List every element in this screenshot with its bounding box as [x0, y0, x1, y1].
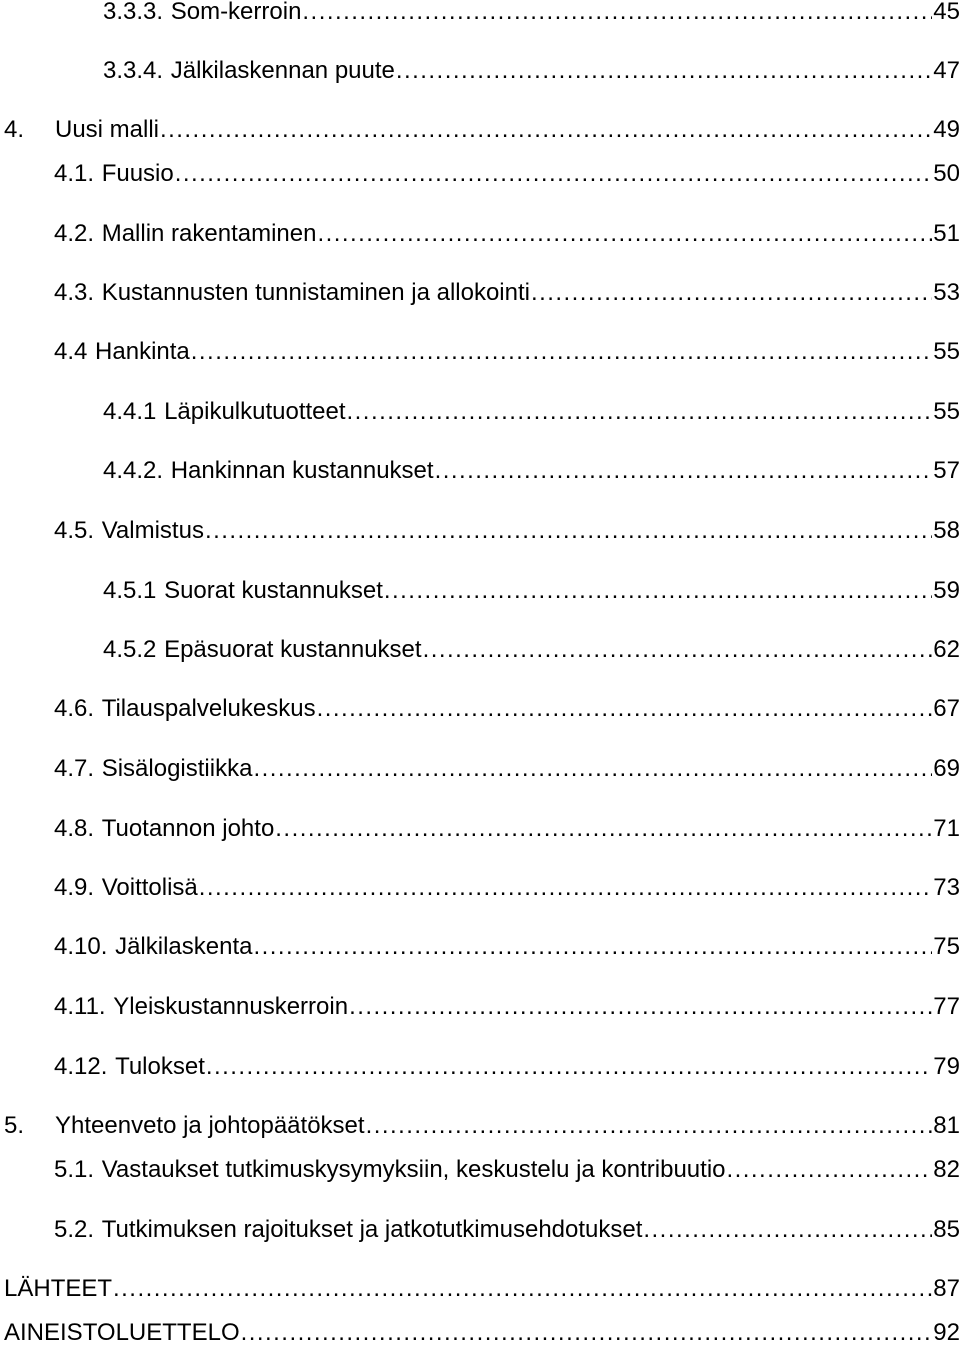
toc-dot-leader — [317, 217, 932, 251]
toc-entry[interactable] — [4, 1109, 960, 1143]
toc-dot-leader — [384, 574, 932, 608]
toc-dot-leader — [199, 871, 933, 905]
toc-dot-leader — [317, 692, 933, 726]
toc-dot-leader — [643, 1213, 932, 1247]
toc-dot-leader — [253, 930, 932, 964]
toc-entry[interactable] — [54, 514, 960, 548]
toc-entry-number: 4.5. — [54, 517, 95, 544]
toc-entry[interactable] — [103, 0, 960, 29]
toc-entry-page: 53 — [933, 279, 960, 306]
toc-entry-page: 71 — [933, 815, 960, 842]
toc-entry-title: Vastaukset tutkimuskysymyksiin, keskustelu ja kontribuutio — [101, 1156, 726, 1183]
toc-entry-number: 4. — [4, 116, 25, 143]
toc-entry-page: 47 — [933, 57, 960, 84]
toc-entry-number: 4.7. — [54, 755, 95, 782]
toc-entry-title: Läpikulkutuotteet — [164, 398, 346, 425]
toc-entry[interactable] — [54, 752, 960, 786]
toc-entry-title: Sisälogistiikka — [101, 755, 253, 782]
toc-entry-page: 49 — [933, 116, 960, 143]
toc-entry-page: 45 — [933, 0, 960, 25]
toc-entry[interactable] — [4, 1316, 960, 1350]
toc-entry-page: 50 — [933, 160, 960, 187]
toc-entry-page: 77 — [933, 993, 960, 1020]
toc-entry-number: 4.12. — [54, 1053, 108, 1080]
toc-entry-number: 4.2. — [54, 220, 95, 247]
toc-entry-page: 59 — [933, 577, 960, 604]
toc-entry-title: Tulokset — [115, 1053, 205, 1080]
toc-entry-number: 4.5.2 — [103, 636, 157, 663]
toc-entry[interactable] — [54, 1050, 960, 1084]
toc-entry-page: 85 — [933, 1216, 960, 1243]
toc-dot-leader — [366, 1109, 933, 1143]
toc-entry-title: Fuusio — [101, 160, 174, 187]
toc-entry-title: LÄHTEET — [4, 1275, 113, 1302]
toc-entry[interactable] — [54, 812, 960, 846]
toc-entry-number: 5. — [4, 1112, 25, 1139]
toc-entry[interactable] — [4, 1272, 960, 1306]
toc-dot-leader — [175, 157, 933, 191]
toc-entry-title: Valmistus — [101, 517, 204, 544]
toc-entry-title: Yleiskustannuskerroin — [113, 993, 349, 1020]
toc-dot-leader — [241, 1316, 933, 1350]
toc-entry-title: Kustannusten tunnistaminen ja allokointi — [101, 279, 530, 306]
toc-entry[interactable] — [103, 54, 960, 88]
toc-entry[interactable] — [54, 1153, 960, 1187]
toc-entry[interactable] — [103, 395, 960, 429]
toc-entry-page: 55 — [933, 398, 960, 425]
toc-entry-title: Tilauspalvelukeskus — [101, 695, 316, 722]
toc-entry[interactable] — [103, 454, 960, 488]
toc-entry[interactable] — [103, 574, 960, 608]
toc-entry-page: 75 — [933, 933, 960, 960]
toc-dot-leader — [253, 752, 932, 786]
toc-entry-number: 4.3. — [54, 279, 95, 306]
toc-entry-page: 81 — [933, 1112, 960, 1139]
toc-dot-leader — [347, 395, 933, 429]
toc-entry-page: 69 — [933, 755, 960, 782]
toc-entry-number: 4.11. — [54, 993, 106, 1020]
toc-entry-title: Hankinta — [95, 338, 190, 365]
toc-entry-number: 4.4.1 — [103, 398, 157, 425]
toc-dot-leader — [191, 335, 933, 369]
toc-entry-number: 4.4 — [54, 338, 88, 365]
toc-entry-page: 87 — [933, 1275, 960, 1302]
toc-entry-title: Voittolisä — [101, 874, 198, 901]
toc-entry-title: Yhteenveto ja johtopäätökset — [55, 1112, 365, 1139]
toc-entry-title: Mallin rakentaminen — [101, 220, 317, 247]
toc-entry-title: Jälkilaskennan puute — [170, 57, 395, 84]
toc-entry-number: 5.1. — [54, 1156, 95, 1183]
toc-entry-title: Suorat kustannukset — [164, 577, 383, 604]
toc-entry-page: 62 — [933, 636, 960, 663]
toc-entry-page: 79 — [933, 1053, 960, 1080]
toc-dot-leader — [423, 633, 933, 667]
toc-dot-leader — [531, 276, 932, 310]
toc-entry-title: AINEISTOLUETTELO — [4, 1319, 240, 1346]
toc-entry-page: 82 — [933, 1156, 960, 1183]
toc-entry[interactable] — [54, 871, 960, 905]
toc-dot-leader — [113, 1272, 932, 1306]
toc-entry[interactable] — [4, 113, 960, 147]
toc-entry-page: 67 — [933, 695, 960, 722]
toc-entry-number: 5.2. — [54, 1216, 95, 1243]
toc-entry-number: 4.4.2. — [103, 457, 164, 484]
toc-dot-leader — [275, 812, 932, 846]
toc-dot-leader — [727, 1153, 933, 1187]
toc-entry-number: 4.6. — [54, 695, 95, 722]
toc-entry-title: Som-kerroin — [170, 0, 302, 25]
toc-dot-leader — [160, 113, 932, 147]
toc-dot-leader — [396, 54, 932, 88]
toc-entry-page: 92 — [933, 1319, 960, 1346]
toc-entry-title: Hankinnan kustannukset — [170, 457, 434, 484]
toc-entry[interactable] — [54, 335, 960, 369]
toc-entry[interactable] — [54, 157, 960, 191]
toc-entry[interactable] — [54, 692, 960, 726]
toc-entry-number: 4.8. — [54, 815, 95, 842]
toc-entry[interactable] — [54, 217, 960, 251]
toc-entry-page: 57 — [933, 457, 960, 484]
toc-entry-number: 3.3.4. — [103, 57, 164, 84]
toc-entry[interactable] — [54, 930, 960, 964]
toc-entry-page: 58 — [933, 517, 960, 544]
toc-dot-leader — [205, 514, 932, 548]
toc-entry-page: 55 — [933, 338, 960, 365]
toc-entry-title: Epäsuorat kustannukset — [164, 636, 422, 663]
toc-entry-number: 4.10. — [54, 933, 108, 960]
toc-entry[interactable] — [54, 990, 960, 1024]
toc-entry-number: 4.5.1 — [103, 577, 157, 604]
toc-dot-leader — [435, 454, 933, 488]
toc-dot-leader — [206, 1050, 932, 1084]
toc-entry-title: Uusi malli — [55, 116, 160, 143]
toc-entry[interactable] — [103, 633, 960, 667]
toc-entry-page: 51 — [933, 220, 960, 247]
toc-entry-title: Tuotannon johto — [101, 815, 275, 842]
toc-entry-number: 3.3.3. — [103, 0, 164, 25]
toc-dot-leader — [302, 0, 932, 29]
toc-entry[interactable] — [54, 276, 960, 310]
toc-entry[interactable] — [54, 1213, 960, 1247]
toc-dot-leader — [349, 990, 932, 1024]
toc-entry-number: 4.1. — [54, 160, 95, 187]
toc-entry-number: 4.9. — [54, 874, 95, 901]
toc-entry-title: Tutkimuksen rajoitukset ja jatkotutkimusehdotukset — [101, 1216, 643, 1243]
toc-entry-title: Jälkilaskenta — [115, 933, 253, 960]
toc-entry-page: 73 — [933, 874, 960, 901]
